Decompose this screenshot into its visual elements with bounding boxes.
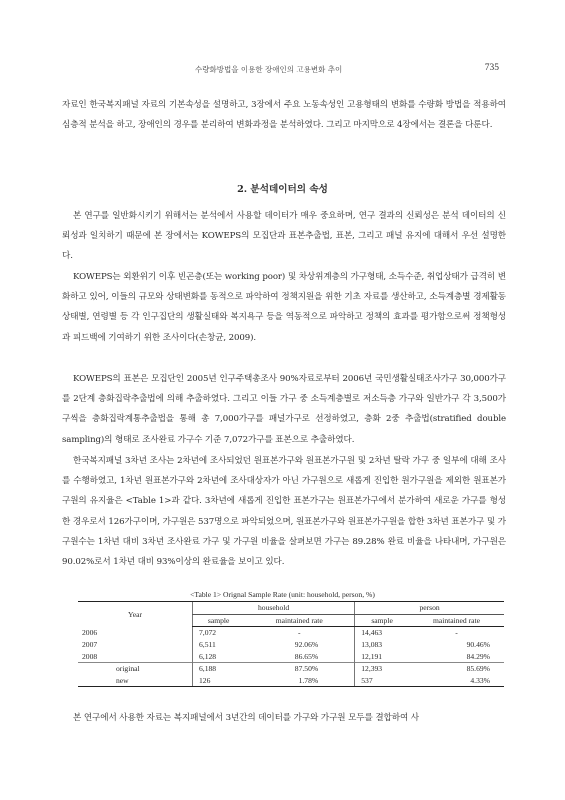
paragraph-1: 본 연구를 일반화시키기 위해서는 분석에서 사용할 데이터가 매우 중요하며, 연구 결과의 신뢰성은 분석 데이터의 신뢰성과 일치하기 때문에 본 장에서는 KOWEPS의 모집단과 표본추출법, 표본, 그리고 패널 유지에 대해서 우선 설명한다. xyxy=(62,211,506,262)
sample-rate-table xyxy=(78,601,504,687)
household-sample: 6,128 xyxy=(193,650,245,662)
person-rate: 90.46% xyxy=(466,640,490,650)
table-caption: <Table 1> Orignal Sample Rate (unit: household, person, %) xyxy=(190,590,375,599)
person-sample: 14,463 xyxy=(355,627,409,639)
row-year: new xyxy=(78,675,193,687)
paragraph-intro-end: 자료인 한국복지패널 자료의 기본속성을 설명하고, 3장에서 주요 노동속성인 고용형태의 변화를 수량화 방법을 적용하여 심층적 분석을 하고, 장애인의 경우를 분리하여 변화과정을 분석하였다. 그리고 마지막으로 4장에서는 결론을 다룬다. xyxy=(62,100,506,131)
person-rate: 4.33% xyxy=(409,675,504,687)
household-rate: 87.50% xyxy=(244,662,354,674)
section-title: 2. 분석데이터의 속성 xyxy=(237,184,328,195)
row-year: original xyxy=(78,662,193,674)
paragraph-5: 본 연구에서 사용한 자료는 복지패널에서 3년간의 데이터를 가구와 가구원 모두를 결합하여 사 xyxy=(73,713,419,723)
table-row xyxy=(78,639,504,651)
row-year: 2006 xyxy=(82,628,98,638)
table-row xyxy=(78,627,504,639)
person-sample: 537 xyxy=(355,675,409,687)
col-year-header: Year xyxy=(78,602,193,627)
household-sample: 7,072 xyxy=(193,627,245,639)
person-rate: - xyxy=(455,628,458,638)
row-year: 2007 xyxy=(82,640,98,650)
group-household-header: household xyxy=(193,602,355,615)
table-row xyxy=(78,675,504,687)
person-rate-header: maintained rate xyxy=(409,614,504,627)
person-sample: 12,191 xyxy=(355,650,409,662)
page-number: 735 xyxy=(484,63,499,73)
person-rate: 85.69% xyxy=(409,662,504,674)
row-year: 2008 xyxy=(82,651,98,661)
running-title: 수량화방법을 이용한 장애인의 고용변화 추이 xyxy=(195,65,343,74)
page-header xyxy=(0,64,565,78)
household-sample: 6,511 xyxy=(193,639,245,651)
person-sample: 12,393 xyxy=(355,662,409,674)
table-row xyxy=(78,662,504,674)
household-rate-header: maintained rate xyxy=(244,614,354,627)
household-rate: 1.78% xyxy=(244,675,354,687)
household-rate: 92.06% xyxy=(294,640,319,650)
household-rate: 86.65% xyxy=(294,651,319,661)
paragraph-4: 한국복지패널 3차년 조사는 2차년에 조사되었던 원표본가구와 원표본가구원 및 2차년 탈락 가구 중 일부에 대해 조사를 수행하였고, 1차년 원표본가구와 2차년에 조사대상자가 아닌 가구원으로 새롭게 진입한 원가구원을 제외한 원표본가구원의 유지율은 <Table 1>과 같다. 3차년에 새롭게 진입한 표본가구는 원표본가구에서 분가하여 새로운 가구를 형성한 경우로서 126가구이며, 가구원은 537명으로 파악되었으며, 원표본가구와 원표본가구원을 합한 3차년 표본가구 및 가구원수는 1차년 대비 3차년 조사완료 가구 및 가구원 비율을 살펴보면 가구는 89.28% 완료 비율을 나타내며, 가구원은 90.02%로서 1차년 대비 93%이상의 완료율을 보이고 있다. xyxy=(62,456,506,568)
group-person-header: person xyxy=(355,602,504,615)
person-sample: 13,083 xyxy=(355,639,409,651)
person-sample-header: sample xyxy=(355,614,409,627)
household-sample: 6,188 xyxy=(193,662,245,674)
household-sample-header: sample xyxy=(193,614,245,627)
table-row xyxy=(78,650,504,662)
paragraph-3: KOWEPS의 표본은 모집단인 2005년 인구주택총조사 90%자료로부터 2006년 국민생활실태조사가구 30,000가구를 2단계 층화집락추출법에 의해 추출하였다. 그리고 이들 가구 중 소득계층별로 저소득층 가구와 일반가구 각 3,500가구씩을 층화집락계통추출법을 통해 총 7,000가구를 패널가구로 선정하였고, 층화 2중 추출법(stratified double sampling)의 형태로 조사완료 가구수 기준 7,072가구를 표본으로 추출하였다. xyxy=(62,374,506,445)
household-rate: - xyxy=(298,628,301,638)
household-sample: 126 xyxy=(193,675,245,687)
paragraph-2: KOWEPS는 외환위기 이후 빈곤층(또는 working poor) 및 차상위계층의 가구형태, 소득수준, 취업상태가 급격히 변화하고 있어, 이들의 규모와 상태변화를 동적으로 파악하여 정책지원을 위한 기초 자료를 생산하고, 소득계층별 경제활동 상태별, 연령별 등 각 인구집단의 생활실태와 복지욕구 등을 역동적으로 파악하고 정책의 효과를 평가함으로써 정책형성과 피드백에 기여하기 위한 조사이다(손창균, 2009). xyxy=(62,272,506,343)
person-rate: 84.29% xyxy=(466,651,490,661)
